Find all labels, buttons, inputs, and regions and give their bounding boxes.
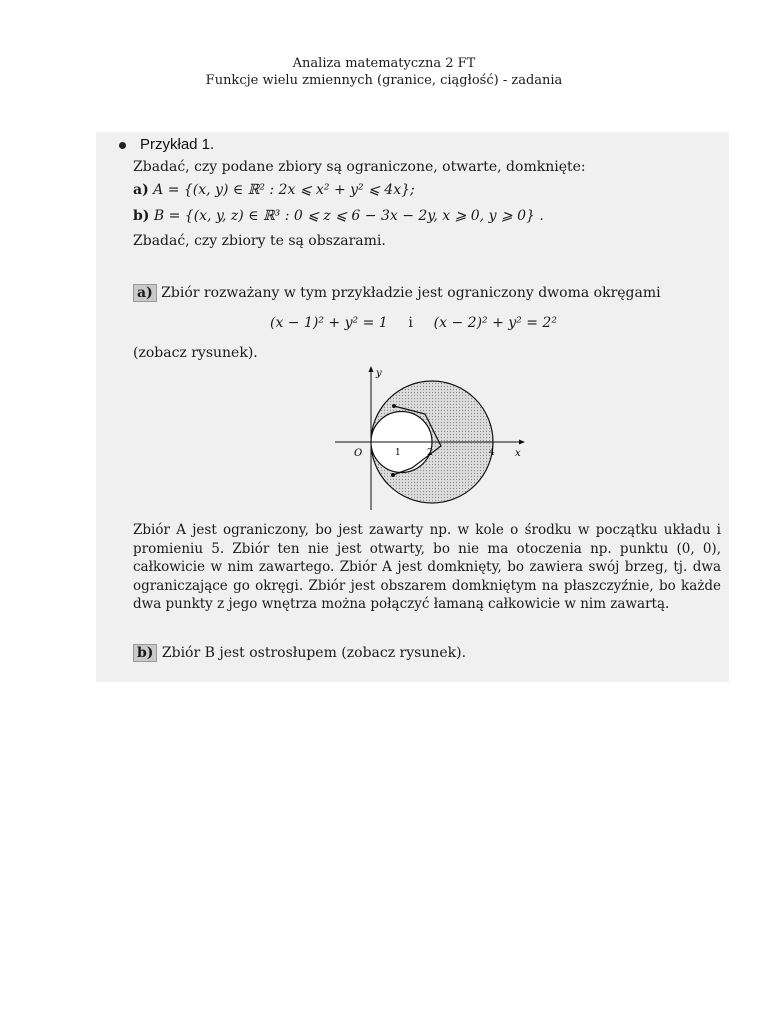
- task-region-question: Zbadać, czy zbiory te są obszarami.: [133, 233, 386, 249]
- tick-label-1: 1: [395, 448, 401, 458]
- task-text: Zbadać, czy podane zbiory są ograniczone, otwarte, domknięte:: [133, 159, 586, 175]
- path-end-point: [391, 473, 395, 477]
- header-subtitle: Funkcje wielu zmiennych (granice, ciągłość) - zadania: [205, 73, 563, 88]
- task-a: [133, 182, 415, 198]
- see-figure-text: (zobacz rysunek).: [133, 345, 258, 361]
- solution-a-intro: [133, 284, 661, 302]
- document-header: [0, 55, 768, 89]
- solution-a-label: a): [133, 284, 157, 302]
- scanned-excerpt: [96, 132, 729, 682]
- y-axis-label: y: [376, 368, 382, 379]
- task-a-set: A = {(x, y) ∈ ℝ² : 2x ⩽ x² + y² ⩽ 4x};: [153, 182, 415, 198]
- solution-a-text: Zbiór rozważany w tym przykładzie jest ograniczony dwoma okręgami: [161, 285, 661, 301]
- circle-equation-1: (x − 1)² + y² = 1: [270, 315, 388, 331]
- tick-label-2: 2: [427, 448, 433, 458]
- tick-label-4: 4: [489, 448, 495, 458]
- solution-b-label: b): [133, 644, 157, 662]
- x-axis-label: x: [515, 448, 521, 459]
- task-b-label: b): [133, 208, 150, 224]
- header-title: Analiza matematyczna 2 FT: [292, 56, 476, 71]
- origin-label: O: [354, 448, 363, 459]
- solution-paragraph: Zbiór A jest ograniczony, bo jest zawarty np. w kole o środku w początku układu i promieniu 5. Zbiór ten nie jest otwarty, bo nie ma otoczenia np. punktu (0, 0), całkowicie w nim zawartego. Zbiór A jest domknięty, bo zawiera swój brzeg, tj. dwa ograniczające go okręgi. Zbiór jest obszarem domkniętym na płaszczyźnie, bo każde dwa punkty z jego wnętrza można połączyć łamaną całkowicie w nim zawartą.: [133, 522, 721, 612]
- set-a-figure: [329, 364, 529, 514]
- x-axis-arrow-icon: [519, 440, 525, 445]
- y-axis-arrow-icon: [369, 366, 374, 372]
- example-title: Przykład 1.: [140, 136, 215, 153]
- path-start-point: [392, 404, 396, 408]
- circle-equation-2: (x − 2)² + y² = 2²: [433, 315, 557, 331]
- equation-separator: i: [408, 315, 413, 331]
- solution-b: [133, 644, 466, 662]
- task-b: [133, 208, 544, 224]
- bullet-icon: [119, 142, 126, 149]
- circle-equations: [270, 315, 557, 331]
- task-b-set: B = {(x, y, z) ∈ ℝ³ : 0 ⩽ z ⩽ 6 − 3x − 2y, x ⩾ 0, y ⩾ 0} .: [153, 208, 544, 224]
- solution-b-text: Zbiór B jest ostrosłupem (zobacz rysunek).: [161, 645, 467, 661]
- task-a-label: a): [133, 182, 149, 198]
